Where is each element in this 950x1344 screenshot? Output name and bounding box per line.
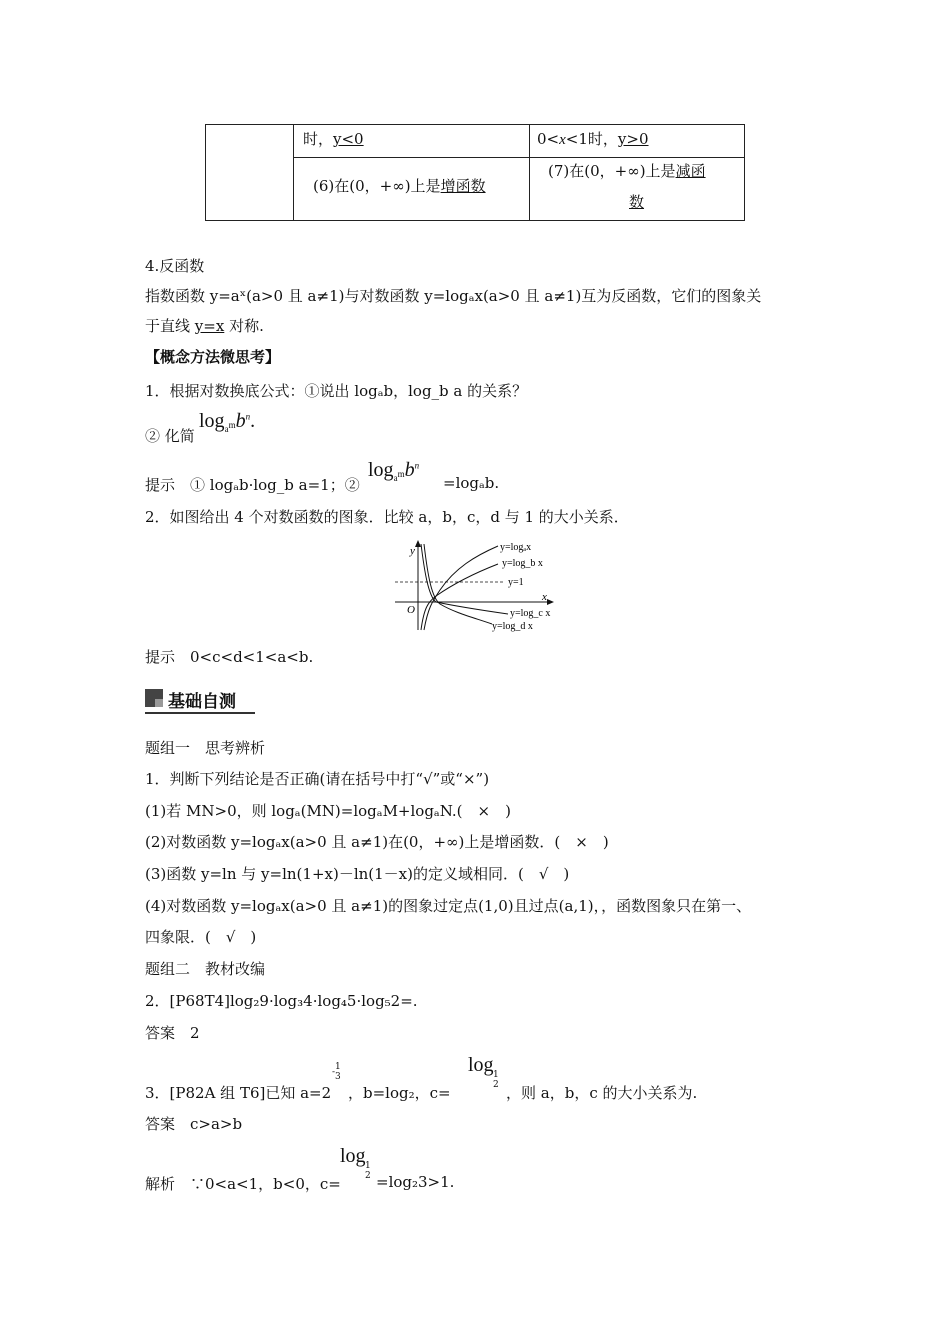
group-2-title: 题组二 教材改编: [145, 960, 266, 978]
problem-1-4: (4)对数函数 y=logₐx(a>0 且 a≠1)的图象过定点(1,0)且过点(a,1)，，函数图象只在第一、: [145, 897, 752, 915]
answer-2: 答案 2: [145, 1024, 200, 1042]
log-formula: $\log_{a^m}b^n$: [368, 459, 420, 483]
selftest-title: 基础自测: [168, 692, 236, 712]
table-cell-r2c3-line2: 数: [629, 193, 645, 211]
log-graph: [390, 538, 560, 633]
y-axis-label: y: [410, 545, 415, 557]
y-axis-arrow-icon: [415, 540, 421, 547]
problem-3: 3．[P82A 组 T6]已知 a=2: [145, 1084, 332, 1102]
table-cell-r1c3: 0<x<1时，y>0: [537, 130, 649, 148]
x-axis-label: x: [542, 591, 547, 603]
log-half: log: [340, 1145, 366, 1167]
log-half: log: [468, 1054, 494, 1076]
table-divider: [529, 125, 530, 220]
problem-1-4-cont: 四象限．( √ ): [145, 928, 257, 946]
question-1: 1．根据对数换底公式：①说出 logₐb，log_b a 的关系？: [145, 382, 528, 400]
section-marker-icon: [145, 689, 163, 707]
table-cell-r2c3-line1: (7)在(0，+∞)上是减函: [548, 162, 706, 180]
curve-d: [424, 544, 492, 624]
log-formula: $\log_{a^m}b^n$.: [199, 410, 256, 434]
paragraph-line: 于直线 y=x 对称.: [145, 317, 264, 335]
label-y1: y=1: [508, 577, 524, 588]
log-half-base: 1 2: [365, 1161, 371, 1181]
solution-3-tail: =log₂3>1.: [376, 1173, 455, 1191]
problem-3-c: ，则 a，b，c 的大小关系为.: [506, 1084, 698, 1102]
hint-2: 提示 0<c<d<1<a<b.: [145, 648, 314, 666]
table-divider: [293, 157, 744, 158]
curve-a: [424, 546, 498, 630]
paragraph-line: 指数函数 y=aˣ(a>0 且 a≠1)与对数函数 y=logₐx(a>0 且 a≠1)互为反函数，它们的图象关: [145, 287, 762, 305]
group-1-title: 题组一 思考辨析: [145, 739, 266, 757]
answer-3: 答案 c>a>b: [145, 1115, 243, 1133]
exponent-neg-third: -1 3: [332, 1062, 341, 1082]
hint-1: 提示 ① logₐb·log_b a=1；②: [145, 476, 360, 494]
label-c: y=log_c x: [510, 608, 551, 619]
problem-1-3: (3)函数 y=ln 与 y=ln(1+x)－ln(1－x)的定义域相同．( √ ): [145, 865, 570, 883]
problem-1-2: (2)对数函数 y=logₐx(a>0 且 a≠1)在(0，+∞)上是增函数．( × ): [145, 833, 609, 851]
table-cell-r2c2: (6)在(0，+∞)上是增函数: [313, 177, 486, 195]
question-1b: ② 化简: [145, 427, 195, 445]
log-half-base: 1 2: [493, 1070, 499, 1090]
heading-underline: [145, 712, 255, 714]
problem-2: 2．[P68T4]log₂9·log₃4·log₄5·log₅2=.: [145, 992, 418, 1010]
problem-1-1: (1)若 MN>0，则 logₐ(MN)=logₐM+logₐN.( × ): [145, 802, 511, 820]
x-axis-arrow-icon: [547, 599, 554, 605]
problem-3-b: ，b=log₂，c=: [348, 1084, 451, 1102]
label-a: y=logₐx: [500, 542, 532, 553]
hint-1-tail: =logₐb.: [443, 474, 500, 492]
table-divider: [293, 125, 294, 220]
solution-3: 解析 ∵0<a<1，b<0，c=: [145, 1175, 341, 1193]
problem-1: 1．判断下列结论是否正确(请在括号中打“√”或“×”): [145, 770, 490, 788]
label-d: y=log_d x: [492, 621, 533, 632]
origin-label: O: [407, 604, 415, 616]
concept-heading: 【概念方法微思考】: [145, 348, 281, 366]
question-2: 2．如图给出 4 个对数函数的图象．比较 a，b，c，d 与 1 的大小关系．: [145, 508, 629, 526]
section-title: 4.反函数: [145, 257, 205, 275]
table-cell-r1c2: 时，y<0: [303, 130, 364, 148]
label-b: y=log_b x: [502, 558, 543, 569]
